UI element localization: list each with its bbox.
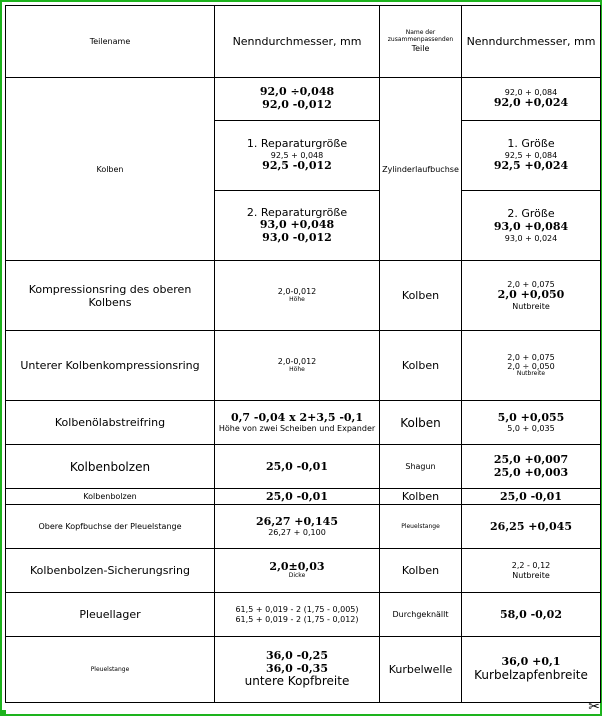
piston-g0-a: 92,0 ÷0,048 (259, 85, 335, 99)
oil-ring-v1-label: Höhe von zwei Scheiben und Expander (218, 424, 376, 434)
lower-ring-v2 (462, 331, 601, 401)
piston-g2-title: 2. Reparaturgröße (246, 205, 348, 219)
upper-ring-v2 (462, 261, 601, 331)
circlip-v2 (462, 549, 601, 593)
pin1-v2 (462, 445, 601, 489)
header-part-name: Teilename (6, 6, 215, 78)
table-row (6, 505, 601, 549)
table-row (6, 489, 601, 505)
table-row (6, 549, 601, 593)
piston-g1-title2: 1. Größe (507, 137, 555, 151)
table-row (6, 401, 601, 445)
pin2-v2: 25,0 -0,01 (462, 489, 601, 505)
circlip-v1 (215, 549, 380, 593)
piston-name: Kolben (6, 78, 215, 261)
lower-ring-v2b: 2,0 ÷ 0,050 (507, 362, 555, 372)
pin1-v1: 25,0 -0,01 (215, 445, 380, 489)
rod-v1 (215, 637, 380, 703)
oil-ring-v2 (462, 401, 601, 445)
pin1-v2a: 25,0 +0,007 (493, 452, 569, 466)
pin2-v1: 25,0 -0,01 (215, 489, 380, 505)
circlip-name: Kolbenbolzen-Sicherungsring (6, 549, 215, 593)
header-mating-bottom: Teile (411, 43, 430, 53)
piston-g1-d: 92,5 +0,024 (493, 159, 569, 173)
lower-ring-v1-value: 2,0-0,012 (277, 357, 317, 367)
piston-g2-a: 93,0 +0,048 (259, 218, 335, 232)
lower-ring-mating: Kolben (380, 331, 462, 401)
bearing-v1a: 61,5 + 0,019 - 2 (1,75 - 0,005) (235, 605, 359, 615)
oil-ring-v1-value: 0,7 -0,04 x 2+3,5 -0,1 (230, 410, 364, 424)
pin2-mating: Kolben (380, 489, 462, 505)
bushing-v2: 26,25 +0,045 (462, 505, 601, 549)
lower-ring-v2a: 2,0 + 0,075 (507, 352, 555, 362)
lower-ring-v1-label: Höhe (289, 365, 305, 373)
upper-ring-v2b: 2,0 +0,050 (497, 288, 565, 302)
oil-ring-mating: Kolben (380, 401, 462, 445)
pin1-mating: Shagun (380, 445, 462, 489)
circlip-mating: Kolben (380, 549, 462, 593)
upper-ring-mating: Kolben (380, 261, 462, 331)
piston-g1-title: 1. Reparaturgröße (246, 137, 348, 151)
lower-ring-v1 (215, 331, 380, 401)
bearing-v1b: 61,5 + 0,019 - 2 (1,75 - 0,012) (235, 614, 359, 624)
rod-v2b: Kurbelzapfenbreite (474, 667, 588, 682)
piston-g1-a: 92,5 + 0,048 (270, 150, 324, 160)
circlip-v2b: Nutbreite (512, 570, 550, 580)
scissors-icon: ✂ (588, 699, 600, 715)
bearing-v2: 58,0 -0,02 (462, 593, 601, 637)
piston-g0-d: 92,0 +0,024 (493, 96, 569, 110)
header-nominal-diameter: Nenndurchmesser, mm (215, 6, 380, 78)
piston-g0-c: 92,0 + 0,084 (504, 88, 558, 98)
bushing-mating: Pleuelstange (380, 505, 462, 549)
piston-g2-title2: 2. Größe (507, 207, 555, 221)
oil-ring-v2b: 5,0 + 0,035 (507, 424, 555, 434)
upper-ring-name: Kompressionsring des oberen Kolbens (6, 261, 215, 331)
piston-g2-b: 93,0 -0,012 (262, 230, 332, 244)
rod-v1a: 36,0 -0,25 (266, 648, 328, 662)
table-row (6, 261, 601, 331)
rod-v1b: 36,0 -0,35 (266, 661, 328, 675)
bushing-v1a: 26,27 +0,145 (256, 514, 338, 528)
circlip-v1-label: Dicke (288, 572, 306, 580)
piston-g2-cell (215, 191, 380, 261)
upper-ring-v2a: 2,0 + 0,075 (507, 279, 555, 289)
bearing-v1 (215, 593, 380, 637)
piston-g1-cell-2 (462, 121, 601, 191)
pin1-v2b: 25,0 +0,003 (493, 465, 569, 479)
table-row (6, 78, 601, 121)
upper-ring-v2c: Nutbreite (512, 301, 550, 311)
upper-ring-v1-label: Höhe (289, 295, 305, 303)
upper-ring-v1 (215, 261, 380, 331)
table-row (6, 445, 601, 489)
piston-g2-c: 93,0 +0,084 (493, 219, 569, 233)
piston-g0-cell-2 (462, 78, 601, 121)
header-mating-parts (380, 6, 462, 78)
bushing-v1 (215, 505, 380, 549)
header-row (6, 6, 601, 78)
lower-ring-name: Unterer Kolbenkompressionsring (6, 331, 215, 401)
oil-ring-name: Kolbenölabstreifring (6, 401, 215, 445)
piston-g1-b: 92,5 -0,012 (262, 159, 332, 173)
pin2-name: Kolbenbolzen (6, 489, 215, 505)
header-nominal-diameter-2: Nenndurchmesser, mm (462, 6, 601, 78)
upper-ring-v1-value: 2,0-0,012 (277, 287, 317, 297)
dimension-table (5, 5, 601, 703)
pin1-name: Kolbenbolzen (6, 445, 215, 489)
oil-ring-v1 (215, 401, 380, 445)
table-row (6, 331, 601, 401)
piston-g1-c: 92,5 + 0,084 (504, 150, 558, 160)
rod-v2a: 36,0 +0,1 (501, 655, 561, 669)
piston-g2-cell-2 (462, 191, 601, 261)
lower-ring-v2c: Nutbreite (516, 370, 546, 378)
rod-mating: Kurbelwelle (380, 637, 462, 703)
bearing-mating: Durchgeknällt (380, 593, 462, 637)
header-mating-top: Name der zusammenpassenden (387, 29, 454, 43)
bushing-v1b: 26,27 + 0,100 (268, 528, 326, 538)
piston-g1-cell (215, 121, 380, 191)
rod-name: Pleuelstange (6, 637, 215, 703)
bushing-name: Obere Kopfbuchse der Pleuelstange (6, 505, 215, 549)
piston-g2-d: 93,0 + 0,024 (504, 233, 558, 243)
corner-marker (0, 710, 6, 716)
rod-v1c: untere Kopfbreite (244, 674, 350, 689)
rod-v2 (462, 637, 601, 703)
piston-g0-b: 92,0 -0,012 (262, 98, 332, 111)
piston-g0-cell (215, 78, 380, 121)
oil-ring-v2a: 5,0 +0,055 (497, 410, 565, 424)
piston-mating: Zylinderlaufbuchse (380, 78, 462, 261)
circlip-v2a: 2,2 - 0,12 (511, 561, 551, 571)
table-row (6, 593, 601, 637)
table-row (6, 637, 601, 703)
circlip-v1-value: 2,0±0,03 (269, 559, 325, 573)
bearing-name: Pleuellager (6, 593, 215, 637)
